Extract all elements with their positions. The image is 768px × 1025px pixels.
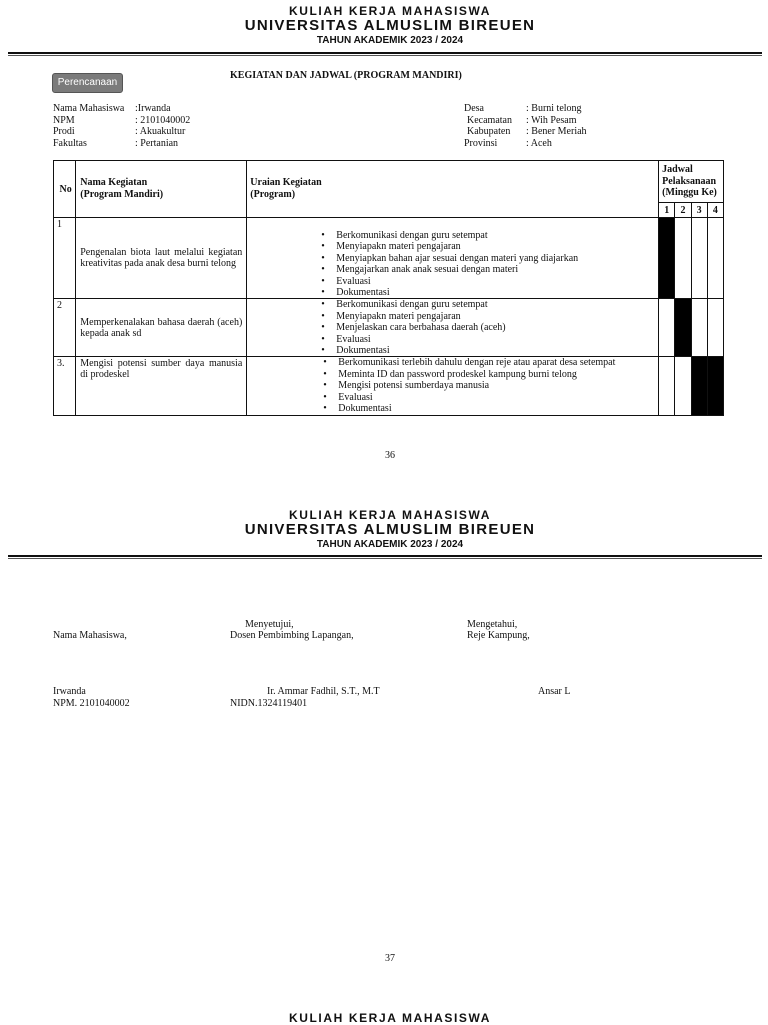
list-item: • Dokumentasi: [336, 287, 658, 298]
list-item: • Evaluasi: [336, 276, 658, 287]
header-program: KULIAH KERJA MAHASISWA: [288, 508, 492, 522]
week-cell: [691, 299, 707, 357]
header-university: UNIVERSITAS ALMUSLIM BIREUEN: [244, 17, 536, 34]
page-header-3: [0, 1007, 768, 1024]
list-item: • Berkomunikasi dengan guru setempat: [336, 299, 658, 310]
col-header-nama: Nama Kegiatan (Program Mandiri): [76, 161, 247, 218]
week-cell: [659, 299, 675, 357]
week-cell: [691, 357, 707, 415]
table-row: [54, 299, 724, 357]
list-item: • Menyiapkan bahan ajar sesuai dengan materi yang diajarkan: [336, 253, 658, 264]
signature-supervisor-id: NIDN.1324119401: [230, 698, 308, 709]
week-cell: [707, 218, 723, 299]
signature-approval-label: Menyetujui,: [245, 619, 294, 630]
week-header: 4: [707, 203, 723, 218]
table-header-row: [54, 161, 724, 203]
signature-supervisor-name: Ir. Ammar Fadhil, S.T., M.T: [267, 686, 380, 697]
list-item: • Evaluasi: [336, 334, 658, 345]
info-row: Fakultas : Pertanian: [53, 137, 179, 149]
page-number: 37: [385, 953, 395, 964]
week-header: 1: [659, 203, 675, 218]
list-item: • Berkomunikasi dengan guru setempat: [336, 230, 658, 241]
info-row: Prodi : Akuakultur: [53, 126, 186, 137]
list-item: • Dokumentasi: [338, 403, 658, 414]
col-header-no: No: [54, 161, 76, 218]
signature-acknowledge-label: Mengetahui,: [467, 619, 518, 630]
header-program: KULIAH KERJA MAHASISWA: [288, 1011, 492, 1025]
col-header-jadwal: Jadwal Pelaksanaan (Minggu Ke): [659, 161, 724, 203]
info-row: NPM : 2101040002: [53, 114, 191, 126]
table-row: [54, 357, 724, 415]
activity-table: [53, 160, 724, 416]
week-cell: [707, 299, 723, 357]
activity-bullets: [336, 230, 658, 298]
page-header-2: [0, 504, 768, 560]
row-number: 1: [54, 218, 76, 299]
activity-name: Mengisi potensi sumber daya manusia di prodeskel: [76, 357, 247, 415]
list-item: • Mengajarkan anak anak sesuai dengan materi: [336, 264, 658, 275]
activity-details: [247, 218, 659, 299]
header-rule: [8, 52, 762, 54]
info-row: Kecamatan : Wih Pesam: [467, 114, 577, 126]
activity-name: Memperkenalakan bahasa daerah (aceh) kepada anak sd: [76, 299, 247, 357]
col-header-uraian: Uraian Kegiatan (Program): [247, 161, 659, 218]
info-row: Kabupaten : Bener Meriah: [467, 126, 587, 137]
signature-supervisor-role: Dosen Pembimbing Lapangan,: [230, 630, 354, 641]
page-number: 36: [385, 450, 395, 461]
week-cell: [707, 357, 723, 415]
document-title: KEGIATAN DAN JADWAL (PROGRAM MANDIRI): [230, 70, 462, 81]
activity-name: Pengenalan biota laut melalui kegiatan kreativitas pada anak desa burni telong: [76, 218, 247, 299]
header-rule-thin: [8, 558, 762, 559]
info-row: Nama Mahasiswa :Irwanda: [53, 103, 171, 114]
week-header: 2: [675, 203, 691, 218]
header-rule-thin: [8, 55, 762, 56]
signature-student-id: NPM. 2101040002: [53, 698, 130, 709]
week-cell: [675, 299, 691, 357]
list-item: • Mengisi potensi sumberdaya manusia: [338, 380, 658, 391]
list-item: • Dokumentasi: [336, 345, 658, 356]
list-item: • Meminta ID dan password prodeskel kampung burni telong: [338, 369, 658, 380]
list-item: • Menjelaskan cara berbahasa daerah (aceh): [336, 322, 658, 333]
page-header-1: [0, 0, 768, 56]
activity-bullets: [338, 357, 658, 414]
row-number: 2: [54, 299, 76, 357]
header-rule: [8, 555, 762, 557]
week-cell: [659, 218, 675, 299]
list-item: • Berkomunikasi terlebih dahulu dengan reje atau aparat desa setempat: [338, 357, 658, 368]
row-number: 3.: [54, 357, 76, 415]
activity-bullets: [336, 299, 658, 356]
header-university: UNIVERSITAS ALMUSLIM BIREUEN: [244, 521, 536, 538]
list-item: • Menyiapakn materi pengajaran: [336, 241, 658, 252]
week-header: 3: [691, 203, 707, 218]
list-item: • Menyiapakn materi pengajaran: [336, 311, 658, 322]
signature-student-role: Nama Mahasiswa,: [53, 630, 127, 641]
table-row: [54, 218, 724, 299]
header-program: KULIAH KERJA MAHASISWA: [288, 4, 492, 18]
list-item: • Evaluasi: [338, 392, 658, 403]
week-cell: [675, 357, 691, 415]
header-year: TAHUN AKADEMIK 2023 / 2024: [316, 539, 464, 550]
signature-village-head-role: Reje Kampung,: [467, 630, 530, 641]
info-row: Provinsi : Aceh: [464, 137, 552, 149]
student-info: [53, 103, 293, 149]
week-cell: [691, 218, 707, 299]
week-cell: [659, 357, 675, 415]
activity-details: [247, 299, 659, 357]
perencanaan-button[interactable]: Perencanaan: [52, 73, 123, 93]
signature-village-head-name: Ansar L: [538, 686, 571, 697]
week-cell: [675, 218, 691, 299]
info-row: Desa : Burni telong: [464, 103, 582, 114]
signature-student-name: Irwanda: [53, 686, 86, 697]
header-year: TAHUN AKADEMIK 2023 / 2024: [316, 35, 464, 46]
activity-details: [247, 357, 659, 415]
location-info: [464, 103, 684, 149]
